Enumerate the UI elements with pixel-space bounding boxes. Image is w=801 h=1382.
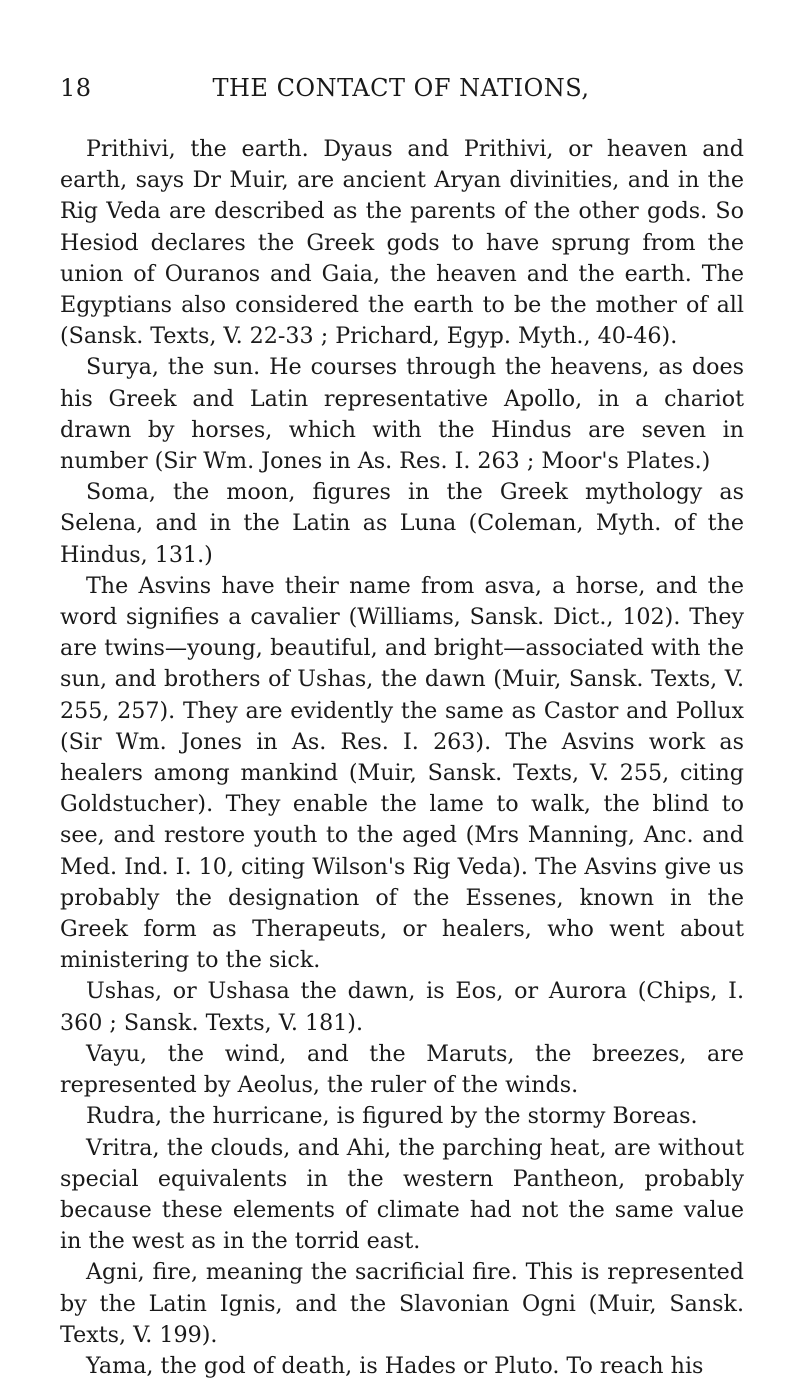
running-title: THE CONTACT OF NATIONS, <box>212 74 590 102</box>
paragraph-surya: Surya, the sun. He courses through the heavens, as does his Greek and Latin representative Apollo, in a chariot drawn by horses, which with the Hindus are seven in number (Sir Wm. Jones in As. Res. I. 263 ; Moor's Plates.) <box>60 354 744 475</box>
page-number: 18 <box>60 74 92 102</box>
paragraph-agni: Agni, fire, meaning the sacrificial fire. This is represented by the Latin Ignis, and the Slavonian Ogni (Muir, Sansk. Texts, V. 199). <box>60 1259 744 1348</box>
paragraph-vayu: Vayu, the wind, and the Maruts, the breezes, are represented by Aeolus, the ruler of the winds. <box>60 1040 744 1099</box>
paragraph-rudra: Rudra, the hurricane, is figured by the stormy Boreas. <box>86 1103 698 1130</box>
paragraph-ushas: Ushas, or Ushasa the dawn, is Eos, or Aurora (Chips, I. 360 ; Sansk. Texts, V. 181). <box>60 978 744 1036</box>
body-text <box>60 134 744 1382</box>
paragraph-prithivi: Prithivi, the earth. Dyaus and Prithivi, or heaven and earth, says Dr Muir, are ancient Aryan divinities, and in the Rig Veda are described as the parents of the other gods. So Hesiod declares the Greek gods to have sprung from the union of Ouranos and Gaia, the heaven and the earth. The Egyptians also considered the earth to be the mother of all (Sansk. Texts, V. 22-33 ; Prichard, Egyp. Myth., 40-46). <box>60 136 744 350</box>
running-head <box>60 74 742 110</box>
paragraph-asvins: The Asvins have their name from asva, a horse, and the word signifies a cavalier (Williams, Sansk. Dict., 102). They are twins—young, beautiful, and bright—associated with the sun, and brothers of Ushas, the dawn (Muir, Sansk. Texts, V. 255, 257). They are evidently the same as Castor and Pollux (Sir Wm. Jones in As. Res. I. 263). The Asvins work as healers among mankind (Muir, Sansk. Texts, V. 255, citing Goldstucher). They enable the lame to walk, the blind to see, and restore youth to the aged (Mrs Manning, Anc. and Med. Ind. I. 10, citing Wilson's Rig Veda). The Asvins give us probably the designation of the Essenes, known in the Greek form as Therapeuts, or healers, who went about ministering to the sick. <box>60 572 744 974</box>
paragraph-soma: Soma, the moon, figures in the Greek mythology as Selena, and in the Latin as Luna (Coleman, Myth. of the Hindus, 131.) <box>60 479 744 568</box>
paragraph-yama: Yama, the god of death, is Hades or Pluto. To reach his <box>86 1352 704 1379</box>
paragraph-vritra: Vritra, the clouds, and Ahi, the parching heat, are without special equivalents in the western Pantheon, probably because these elements of climate had not the same value in the west as in the torrid east. <box>60 1134 744 1255</box>
